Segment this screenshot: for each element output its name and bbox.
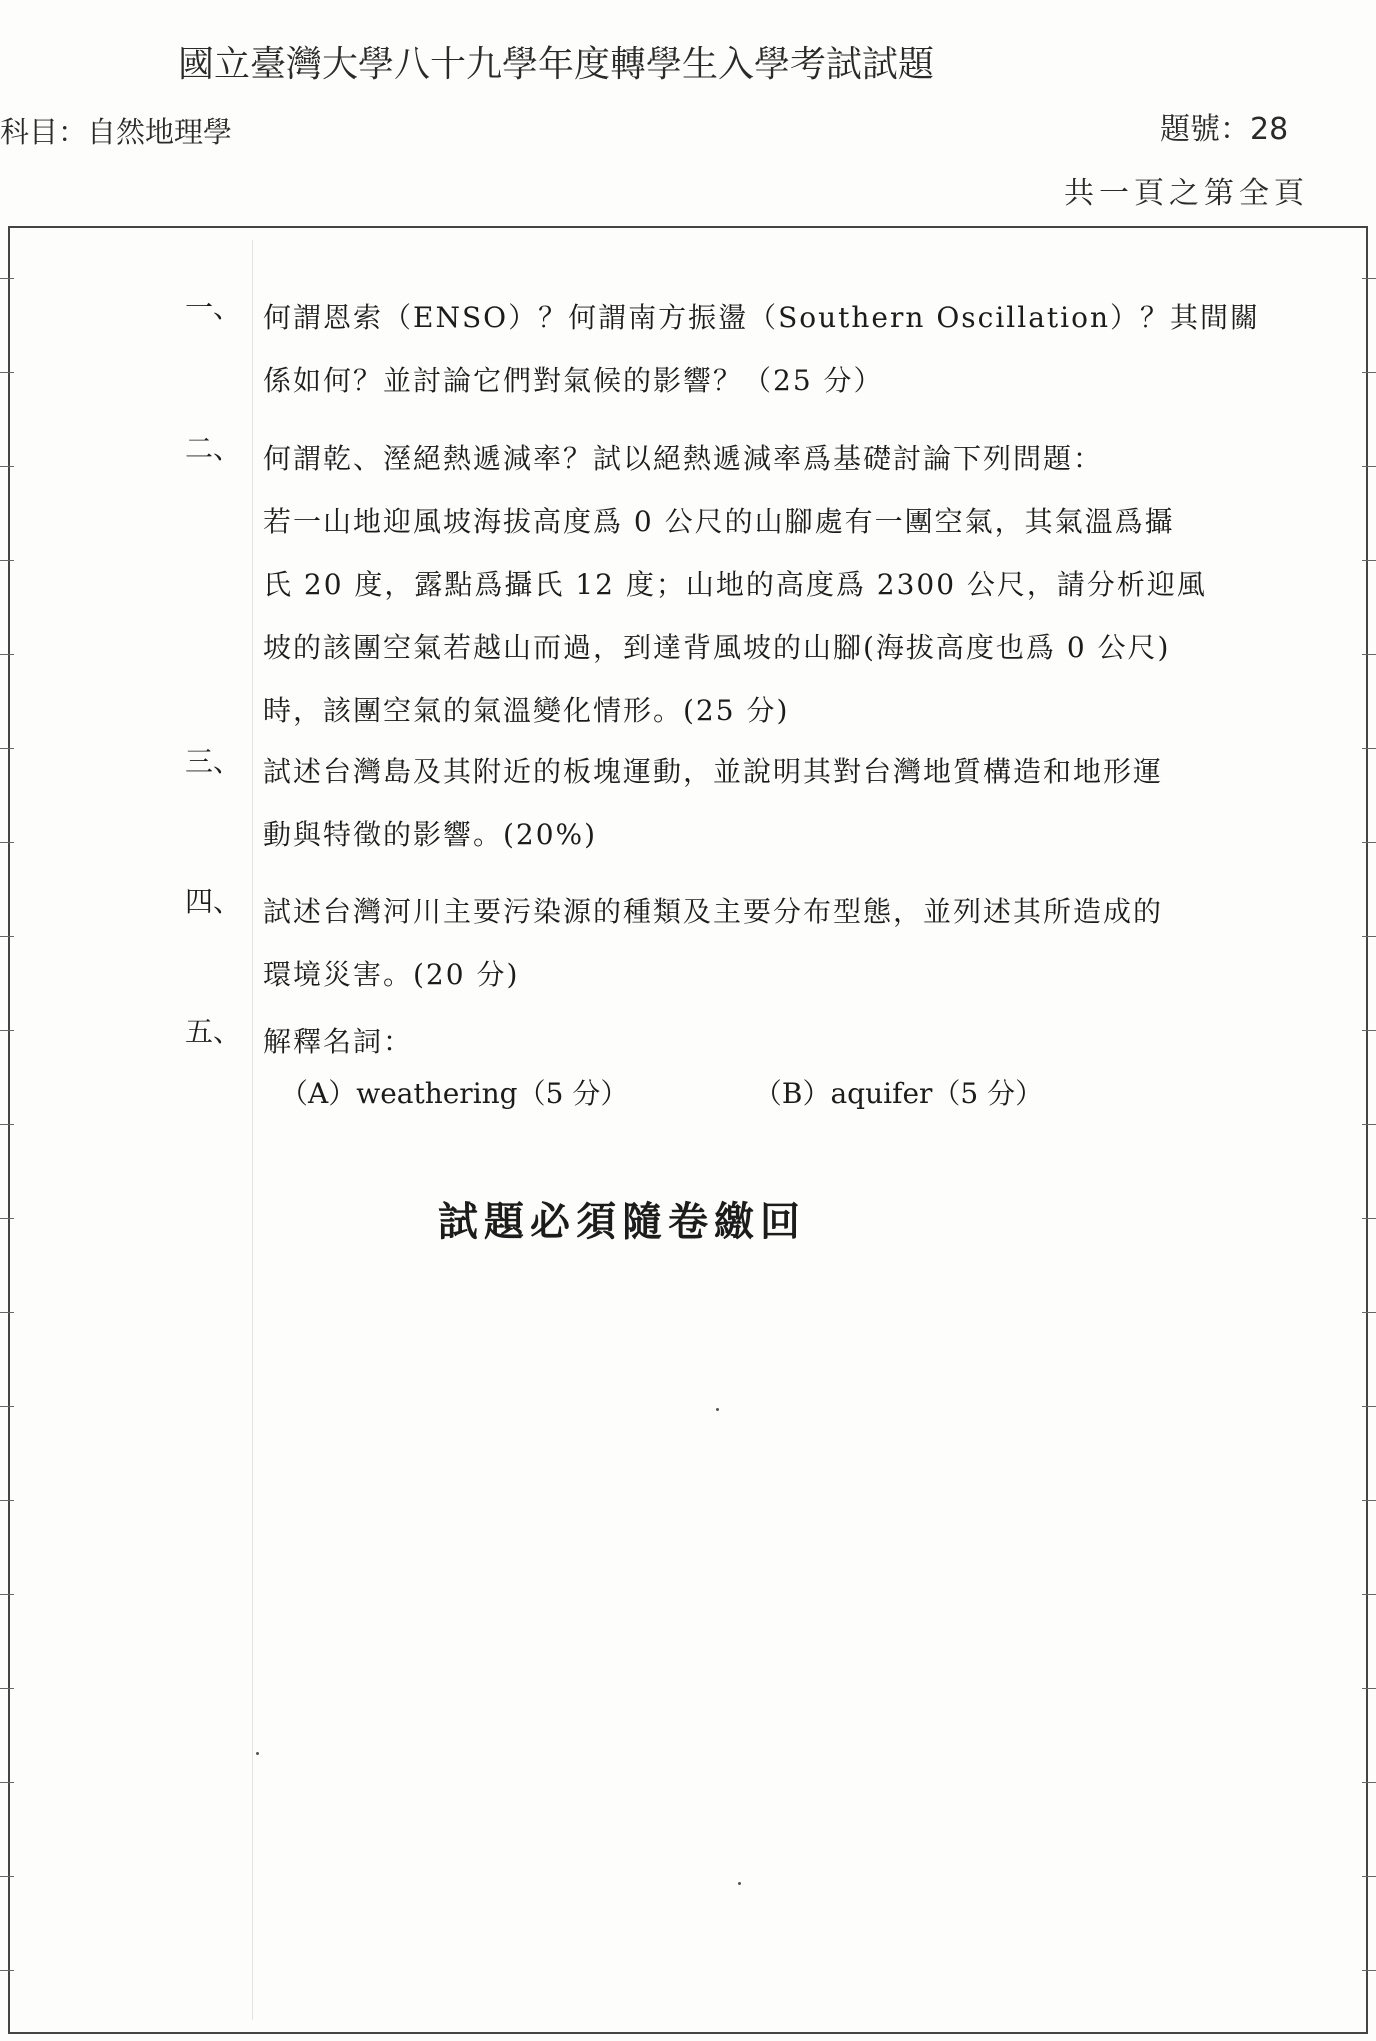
question-1-number: 一、 — [185, 291, 242, 324]
edge-tick — [1362, 1312, 1376, 1313]
edge-tick — [1362, 1970, 1376, 1971]
scan-speck — [256, 1752, 259, 1755]
edge-tick — [1362, 1500, 1376, 1501]
edge-tick — [1362, 1406, 1376, 1407]
edge-tick — [0, 1876, 14, 1877]
right-edge-ticks — [1362, 226, 1376, 2034]
question-2-line: 若一山地迎風坡海拔高度爲 0 公尺的山腳處有一團空氣，其氣溫爲攝 — [263, 505, 1175, 538]
edge-tick — [0, 278, 14, 279]
edge-tick — [1362, 1688, 1376, 1689]
question-3-line: 動與特徵的影響。(20%) — [263, 818, 598, 851]
edge-tick — [0, 1312, 14, 1313]
scan-speck — [716, 1408, 719, 1411]
edge-tick — [0, 1970, 14, 1971]
question-2-number: 二、 — [185, 432, 242, 465]
question-1-line: 何謂恩索（ENSO）？何謂南方振盪（Southern Oscillation）？其間關 — [263, 301, 1260, 334]
edge-tick — [1362, 1782, 1376, 1783]
edge-tick — [0, 1594, 14, 1595]
edge-tick — [1362, 1876, 1376, 1877]
edge-tick — [1362, 842, 1376, 843]
question-1 — [185, 286, 1260, 412]
edge-tick — [1362, 372, 1376, 373]
question-3 — [185, 740, 1225, 866]
question-4-line: 試述台灣河川主要污染源的種類及主要分布型態，並列述其所造成的 — [263, 895, 1164, 928]
question-2-line: 何謂乾、溼絕熱遞減率？試以絕熱遞減率爲基礎討論下列問題： — [263, 442, 1104, 475]
edge-tick — [1362, 1030, 1376, 1031]
question-4 — [185, 880, 1225, 1006]
edge-tick — [1362, 1218, 1376, 1219]
question-2-line: 時，該團空氣的氣溫變化情形。(25 分) — [263, 694, 790, 727]
edge-tick — [0, 1406, 14, 1407]
edge-tick — [0, 748, 14, 749]
term-list — [280, 1072, 1043, 1112]
edge-tick — [1362, 1124, 1376, 1125]
return-notice: 試題必須隨卷繳回 — [438, 1198, 806, 1245]
edge-tick — [1362, 560, 1376, 561]
question-2-line: 氏 20 度，露點爲攝氏 12 度；山地的高度爲 2300 公尺，請分析迎風 — [263, 568, 1207, 601]
question-2-line: 坡的該團空氣若越山而過，到達背風坡的山腳(海拔高度也爲 0 公尺) — [263, 631, 1171, 664]
edge-tick — [0, 654, 14, 655]
edge-tick — [0, 1030, 14, 1031]
edge-tick — [1362, 278, 1376, 279]
exam-title: 國立臺灣大學八十九學年度轉學生入學考試試題 — [178, 44, 935, 85]
question-number: 題號：28 — [1160, 112, 1289, 147]
edge-tick — [0, 1782, 14, 1783]
scan-speck — [738, 1882, 741, 1885]
edge-tick — [0, 466, 14, 467]
edge-tick — [1362, 936, 1376, 937]
question-5 — [185, 1010, 1225, 1073]
edge-tick — [1362, 654, 1376, 655]
question-4-number: 四、 — [185, 885, 242, 918]
edge-tick — [1362, 466, 1376, 467]
edge-tick — [1362, 1594, 1376, 1595]
term-b: （B）aquifer（5 分） — [753, 1077, 1044, 1110]
question-1-line: 係如何？並討論它們對氣候的影響？（25 分） — [263, 364, 884, 397]
question-3-line: 試述台灣島及其附近的板塊運動，並說明其對台灣地質構造和地形運 — [263, 755, 1164, 788]
edge-tick — [0, 1688, 14, 1689]
edge-tick — [0, 560, 14, 561]
question-2 — [185, 427, 1225, 742]
question-3-number: 三、 — [185, 745, 242, 778]
question-5-line: 解釋名詞： — [263, 1025, 414, 1058]
edge-tick — [0, 1124, 14, 1125]
edge-tick — [0, 936, 14, 937]
edge-tick — [0, 1500, 14, 1501]
left-edge-ticks — [0, 226, 14, 2034]
edge-tick — [0, 842, 14, 843]
edge-tick — [1362, 748, 1376, 749]
subject-label: 科目：自然地理學 — [0, 115, 233, 149]
term-a: （A）weathering（5 分） — [280, 1077, 629, 1110]
page-info: 共一頁之第全頁 — [1064, 176, 1309, 211]
question-5-number: 五、 — [185, 1015, 242, 1048]
question-4-line: 環境災害。(20 分) — [263, 958, 520, 991]
edge-tick — [0, 372, 14, 373]
edge-tick — [0, 1218, 14, 1219]
